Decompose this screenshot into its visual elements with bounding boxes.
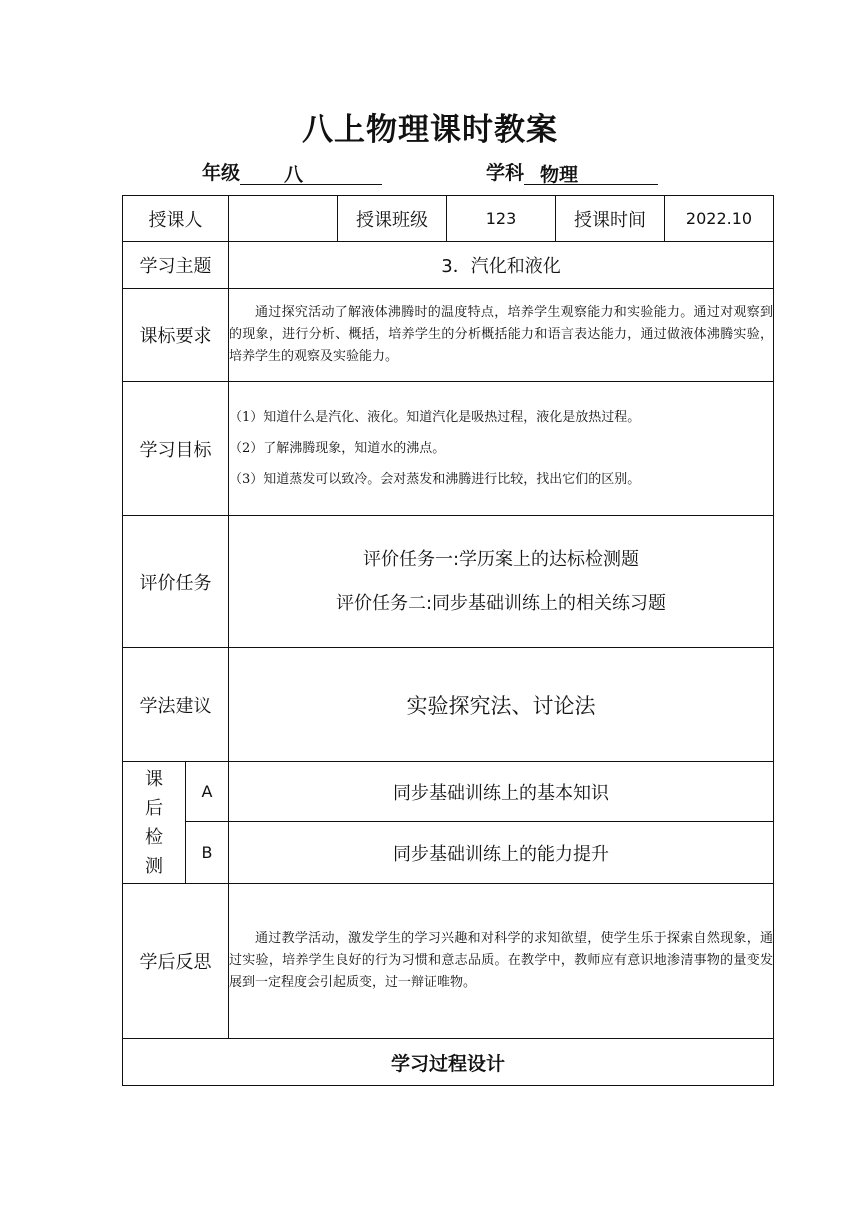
- info-row: [123, 196, 774, 242]
- page-title: 八上物理课时教案: [302, 112, 558, 148]
- topic-row: [123, 242, 774, 289]
- class-label: 授课班级: [338, 196, 447, 242]
- standards-cell: [229, 289, 774, 382]
- objectives-label: 学习目标: [123, 382, 229, 516]
- subject-line: [486, 158, 658, 185]
- evaluation-task: 评价任务二:同步基础训练上的相关练习题: [335, 592, 667, 614]
- lesson-plan-table: [122, 195, 774, 1086]
- reflection-label: 学后反思: [123, 884, 229, 1039]
- subject-label: 学科: [486, 162, 525, 184]
- method-label: 学法建议: [123, 648, 229, 762]
- reflection-text: 通过教学活动，激发学生的学习兴趣和对科学的求知欲望，使学生乐于探索自然现象，通过实验，培养学生良好的行为习惯和意志品质。在教学中，教师应有意识地渗清事物的量变发展到一定程度会引起质变，过一辩证唯物。: [229, 931, 773, 990]
- post-check-content: 同步基础训练上的基本知识: [229, 762, 774, 822]
- post-check-level: B: [186, 822, 229, 884]
- post-check-char: 检: [145, 826, 163, 848]
- objective-item: （2）了解沸腾现象，知道水的沸点。: [229, 440, 446, 456]
- topic-label: 学习主题: [123, 242, 229, 289]
- objectives-row: [123, 382, 774, 516]
- grade-field: [240, 160, 382, 185]
- objective-item: （1）知道什么是汽化、液化。知道汽化是吸热过程，液化是放热过程。: [229, 409, 641, 425]
- reflection-row: [123, 884, 774, 1039]
- grade-label: 年级: [202, 162, 241, 184]
- standards-row: [123, 289, 774, 382]
- post-check-level: A: [186, 762, 229, 822]
- subject-value: 物理: [540, 164, 579, 186]
- objective-item: （3）知道蒸发可以致冷。会对蒸发和沸腾进行比较，找出它们的区别。: [229, 471, 641, 487]
- class-value: 123: [447, 196, 556, 242]
- post-check-char: 测: [145, 855, 163, 877]
- post-check-char: 后: [145, 797, 163, 819]
- subject-field: [524, 160, 658, 185]
- process-row: [123, 1039, 774, 1086]
- topic-value: 3．汽化和液化: [229, 242, 774, 289]
- post-check-content: 同步基础训练上的能力提升: [229, 822, 774, 884]
- grade-value: 八: [284, 164, 304, 186]
- method-value: 实验探究法、讨论法: [229, 648, 774, 762]
- standards-text: 通过探究活动了解液体沸腾时的温度特点，培养学生观察能力和实验能力。通过对观察到的现象，进行分析、概括，培养学生的分析概括能力和语言表达能力，通过做液体沸腾实验，培养学生的观察及实验能力。: [229, 305, 773, 364]
- post-check-row-b: [123, 822, 774, 884]
- time-value: 2022.10: [665, 196, 774, 242]
- evaluation-row: [123, 516, 774, 648]
- evaluation-tasks: [229, 516, 774, 648]
- post-check-label: [123, 762, 186, 884]
- standards-label: 课标要求: [123, 289, 229, 382]
- objectives-list: [229, 382, 774, 516]
- teacher-value: [229, 196, 338, 242]
- time-label: 授课时间: [556, 196, 665, 242]
- grade-line: [202, 158, 382, 185]
- evaluation-task: 评价任务一:学历案上的达标检测题: [362, 548, 640, 570]
- post-check-char: 课: [145, 768, 163, 790]
- evaluation-label: 评价任务: [123, 516, 229, 648]
- reflection-cell: [229, 884, 774, 1039]
- process-title: 学习过程设计: [123, 1039, 774, 1086]
- teacher-label: 授课人: [123, 196, 229, 242]
- method-row: [123, 648, 774, 762]
- post-check-row-a: [123, 762, 774, 822]
